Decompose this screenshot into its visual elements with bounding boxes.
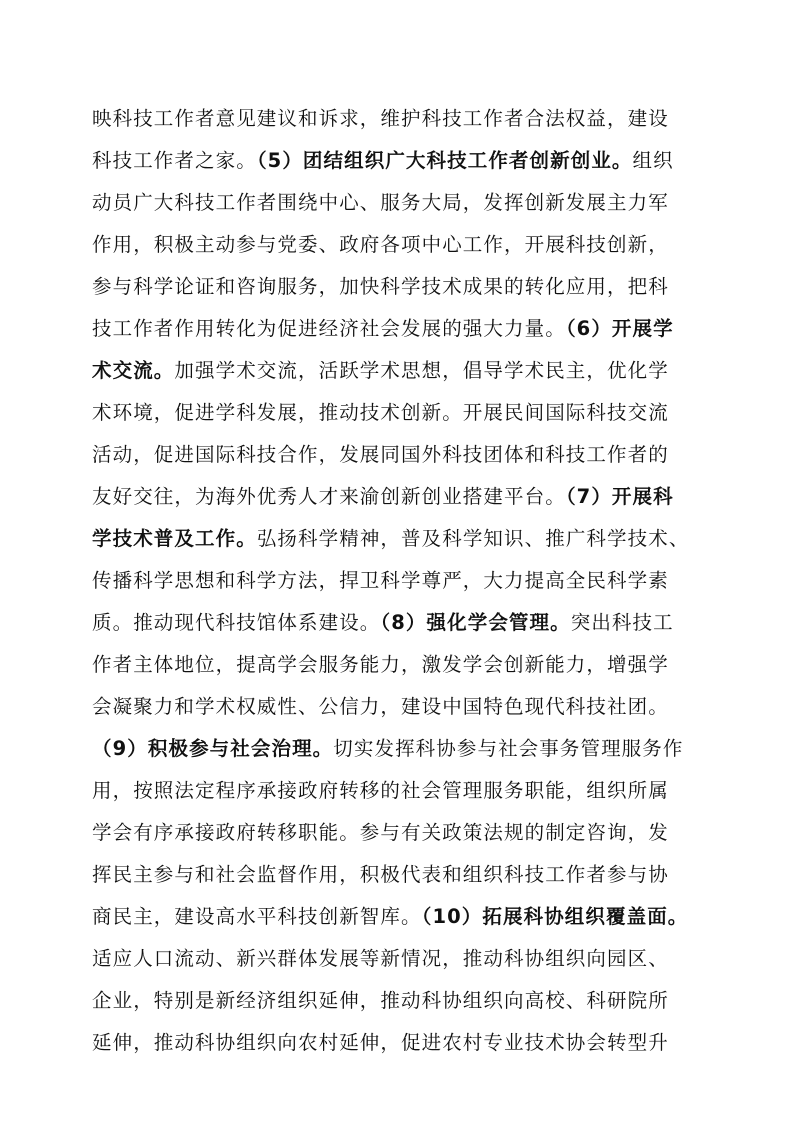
body-text [92,98,704,1064]
paragraph-line [92,350,704,392]
paragraph-line [92,686,704,728]
paragraph-line [92,224,704,266]
paragraph-line [92,308,704,350]
paragraph-line [92,434,704,476]
body-text-segment: 企业，特别是新经济组织延伸，推动科协组织向高校、科研院所 [92,989,669,1012]
body-text-segment: 学会有序承接政府转移职能。参与有关政策法规的制定咨询，发 [92,821,669,844]
body-text-segment: 作用，积极主动参与党委、政府各项中心工作，开展科技创新， [92,233,669,256]
body-text-segment: 友好交往，为海外优秀人才来渝创新创业搭建平台。 [92,485,566,508]
paragraph-line [92,1022,704,1064]
body-text-segment: 传播科学思想和科学方法，捍卫科学尊严，大力提高全民科学素 [92,569,669,592]
paragraph-line [92,854,704,896]
paragraph-line [92,392,704,434]
body-text-segment: 组织 [632,149,674,172]
paragraph-line [92,182,704,224]
paragraph-line [92,770,704,812]
paragraph-line [92,896,704,938]
body-text-segment: 作者主体地位，提高学会服务能力，激发学会创新能力，增强学 [92,653,669,676]
body-text-segment: 技工作者作用转化为促进经济社会发展的强大力量。 [92,317,566,340]
body-text-segment: 科技工作者之家。 [92,149,257,172]
body-text-segment: 适应人口流动、新兴群体发展等新情况，推动科协组织向园区、 [92,947,669,970]
body-text-segment: 映科技工作者意见建议和诉求，维护科技工作者合法权益，建设 [92,107,669,130]
paragraph-line [92,812,704,854]
paragraph-line [92,98,704,140]
bold-heading-text: 学技术普及工作。 [92,527,257,550]
bold-heading-text: （6）开展学 [565,317,674,340]
body-text-segment: 活动，促进国际科技合作，发展同国外科技团体和科技工作者的 [92,443,669,466]
paragraph-line [92,980,704,1022]
body-text-segment: 加强学术交流，活跃学术思想，倡导学术民主，优化学 [174,359,669,382]
bold-heading-text: （10）拓展科协组织覆盖面。 [421,905,689,928]
bold-heading-text: 术交流。 [92,359,175,382]
paragraph-line [92,476,704,518]
paragraph-line [92,938,704,980]
paragraph-line [92,560,704,602]
body-text-segment: 术环境，促进学科发展，推动技术创新。开展民间国际科技交流 [92,401,669,424]
bold-heading-text: （7）开展科 [565,485,674,508]
body-text-segment: 质。推动现代科技馆体系建设。 [92,611,381,634]
body-text-segment: 参与科学论证和咨询服务，加快科学技术成果的转化应用，把科 [92,275,669,298]
body-text-segment: 延伸，推动科协组织向农村延伸，促进农村专业技术协会转型升 [92,1031,669,1054]
body-text-segment: 会凝聚力和学术权威性、公信力，建设中国特色现代科技社团。 [92,695,669,718]
body-text-segment: 动员广大科技工作者围绕中心、服务大局，发挥创新发展主力军 [92,191,669,214]
body-text-segment: 挥民主参与和社会监督作用，积极代表和组织科技工作者参与协 [92,863,669,886]
body-text-segment: 突出科技工 [570,611,674,634]
body-text-segment: 切实发挥科协参与社会事务管理服务作 [333,737,684,760]
paragraph-line [92,602,704,644]
bold-heading-text: （5）团结组织广大科技工作者创新创业。 [256,149,633,172]
paragraph-line [92,644,704,686]
body-text-segment: 用，按照法定程序承接政府转移的社会管理服务职能，组织所属 [92,779,669,802]
body-text-segment: 商民主，建设高水平科技创新智库。 [92,905,422,928]
paragraph-line [92,518,704,560]
bold-heading-text: （9）积极参与社会治理。 [92,737,334,760]
body-text-segment: 弘扬科学精神，普及科学知识、推广科学技术、 [256,527,690,550]
paragraph-line [92,140,704,182]
paragraph-line [92,728,704,770]
bold-heading-text: （8）强化学会管理。 [380,611,571,634]
paragraph-line [92,266,704,308]
